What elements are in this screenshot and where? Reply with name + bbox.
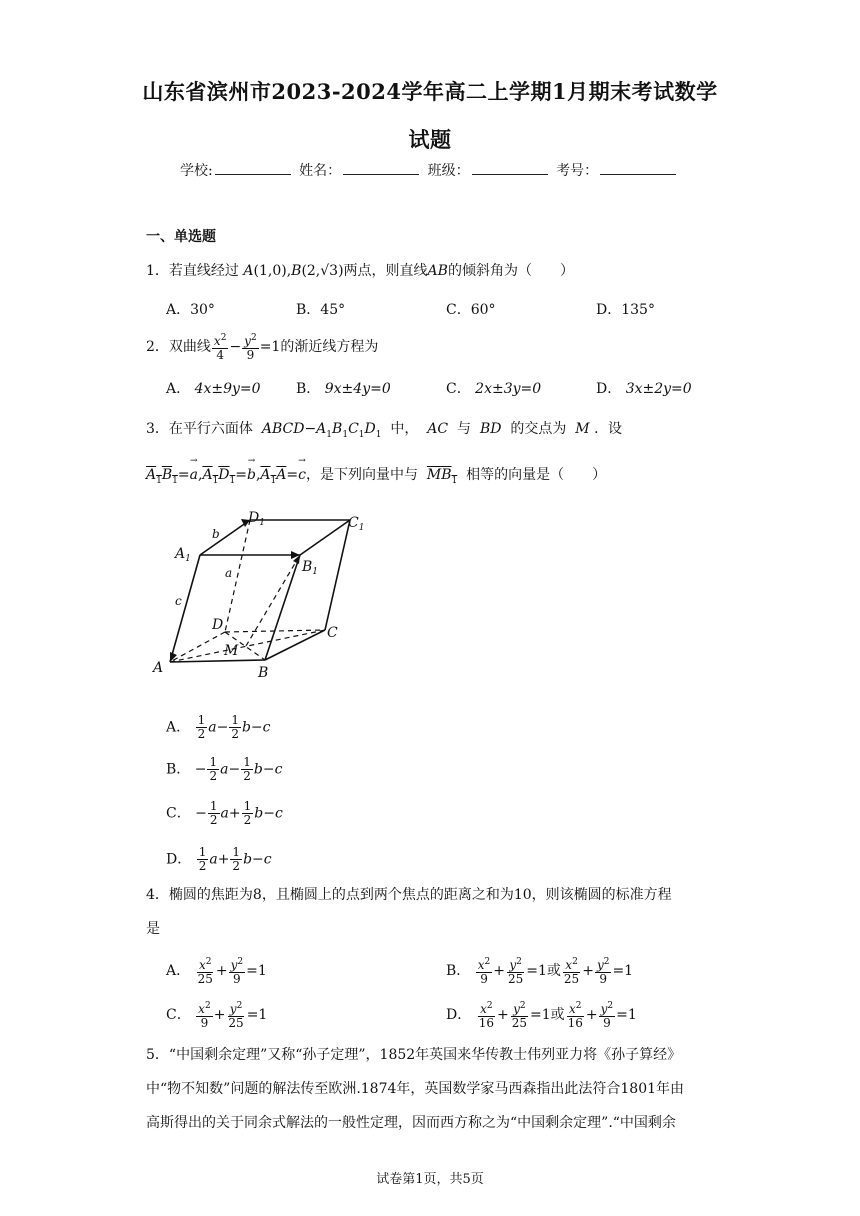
question-5-line2: 中“物不知数”问题的解法传至欧洲.1874年，英国数学家马西森指出此法符合1801年由 [146,1081,685,1097]
q3-option-d: D． $\frac{1}{2}$ a+ $\frac{1}{2}$ b−c [166,845,272,873]
name-blank [343,162,419,175]
q2-option-b: B． 9x±4y=0 [296,381,391,397]
exam-title: 山东省滨州市2023-2024学年高二上学期1月期末考试数学 [142,79,718,104]
q3-option-b: B． − $\frac{1}{2}$ a− $\frac{1}{2}$ b−c [166,755,283,783]
question-1-stem: 1．若直线经过 A(1,0),B(2,√3)两点，则直线AB的倾斜角为（ ） [146,263,574,279]
question-5-line1: 5．“中国剩余定理”又称“孙子定理”，1852年英国来华传教士伟列亚力将《孙子算经》 [146,1047,682,1063]
q2-option-c: C． 2x±3y=0 [446,381,542,397]
q4-option-b: B． $\frac{x^2}{9}$ + $\frac{y^2}{25}$ =1或 $\frac{x^2}{25}$ + $\frac{y^2}{9}$ =1 [446,957,634,986]
exam-number-label: 考号： [556,163,599,179]
school-label: 学校: [180,163,213,179]
q1-option-d: D．135° [596,302,655,318]
label-A1: $A_1$ [175,546,191,564]
question-5-line3: 高斯得出的关于同余式解法的一般性定理，因而西方称之为“中国剩余定理”.“中国剩余 [146,1115,676,1131]
label-B1: $B_1$ [302,559,319,577]
q1-option-b: B．45° [296,302,346,318]
school-blank [215,162,291,175]
q2-option-d: D． 3x±2y=0 [596,381,692,397]
section-heading: 一、单选题 [146,229,216,245]
q4-option-d: D． $\frac{x^2}{16}$ + $\frac{y^2}{25}$ =1或 $\frac{x^2}{16}$ + $\frac{y^2}{9}$ =1 [446,1001,637,1030]
class-blank [472,162,548,175]
name-label: 姓名： [299,163,342,179]
exam-title-continued: 试题 [408,127,452,152]
q1-option-c: C．60° [446,302,496,318]
parallelepiped-figure [150,505,365,685]
question-2-stem: 2．双曲线 $\frac{x^2}{4}$ − $\frac{y^2}{9}$ =1的渐近线方程为 [146,333,379,362]
question-4-stem-line2: 是 [146,921,160,937]
q2-option-a: A． 4x±9y=0 [166,381,261,397]
q3-option-a: A． $\frac{1}{2}$ a− $\frac{1}{2}$ b−c [166,713,271,741]
label-D: D [212,617,224,633]
label-C: C [327,625,338,641]
class-label: 班级： [427,163,470,179]
question-3-stem-line2: $A_1B_1=\to a,A_1D_1=\to b,A_1A=\to c$，是下列向量中与 $MB_1$ 相等的向量是（ ） [146,464,606,486]
label-vec-b: b [212,527,220,541]
label-D1: $D_1$ [248,510,265,528]
label-M: M [224,643,239,659]
student-info-row [180,160,680,180]
q3-option-c: C． − $\frac{1}{2}$ a+ $\frac{1}{2}$ b−c [166,799,283,827]
page-footer: 试卷第1页，共5页 [376,1172,484,1187]
exam-number-blank [600,162,676,175]
label-A: A [153,660,164,676]
question-4-stem-line1: 4．椭圆的焦距为8，且椭圆上的点到两个焦点的距离之和为10，则该椭圆的标准方程 [146,887,672,903]
label-vec-a: a [225,566,233,580]
label-C1: $C_1$ [348,515,365,533]
label-B: B [258,665,269,681]
q1-option-a: A．30° [166,302,215,318]
label-vec-c: c [175,594,182,608]
q4-option-c: C． $\frac{x^2}{9}$ + $\frac{y^2}{25}$ =1 [166,1001,268,1030]
q4-option-a: A． $\frac{x^2}{25}$ + $\frac{y^2}{9}$ =1 [166,957,267,986]
question-3-stem-line1: 3．在平行六面体 $ABCD-A_1B_1C_1D_1$ 中， AC 与 BD 的交点为 M ．设 [146,421,623,440]
